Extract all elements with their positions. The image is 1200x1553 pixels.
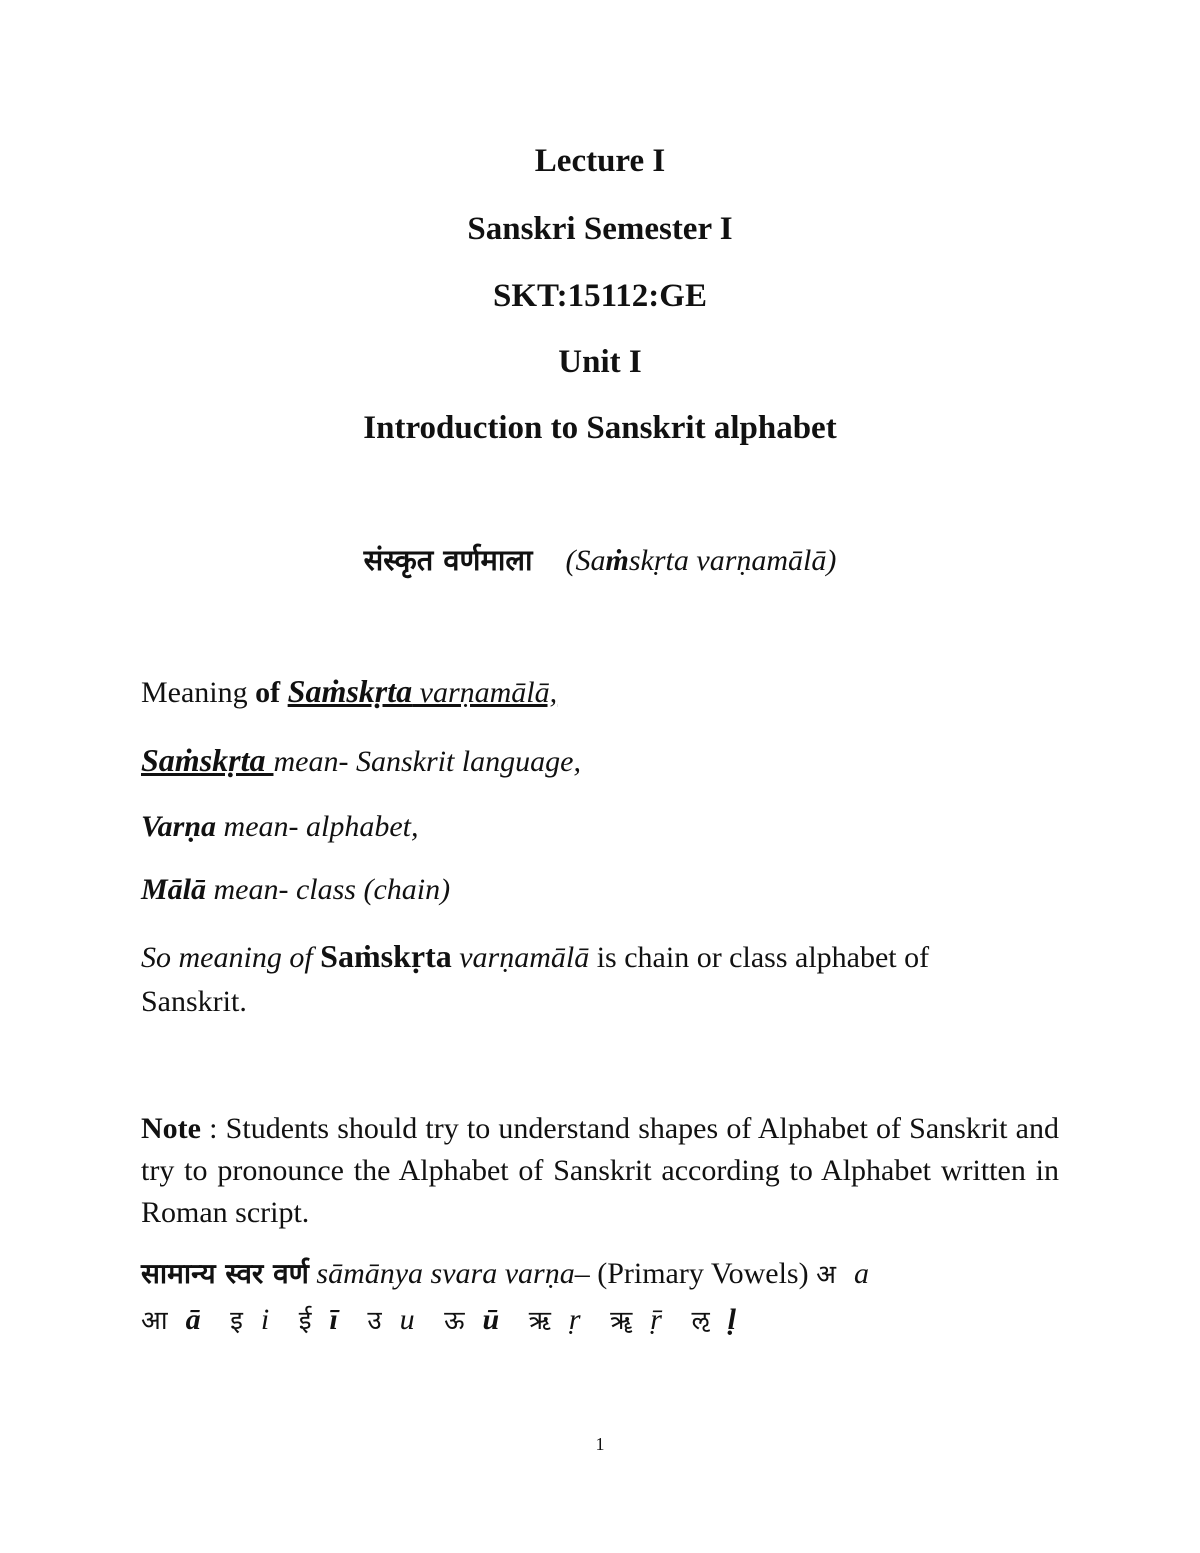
- vowels-roman-heading: sāmānya svara varṇa–: [308, 1257, 590, 1290]
- vowel-roman: a: [853, 1257, 869, 1290]
- vowel-devanagari: ऌ: [691, 1306, 710, 1336]
- vowel-devanagari: आ: [141, 1306, 168, 1336]
- meaning-prefix: Meaning: [141, 676, 256, 709]
- page-number: 1: [595, 1434, 605, 1454]
- meaning-of: of: [255, 676, 288, 709]
- title-devanagari: संस्कृत वर्णमाला: [363, 543, 533, 577]
- definition-text: mean- Sanskrit language,: [273, 745, 581, 778]
- summary-term: Saṁskṛta: [320, 938, 452, 974]
- vowels-devanagari-heading: सामान्य स्वर वर्ण: [141, 1257, 309, 1290]
- vowel-roman: ṝ: [650, 1303, 662, 1336]
- definition-term: Mālā: [141, 873, 207, 906]
- title-line: [0, 540, 1200, 581]
- definition-term: Saṁskṛta: [141, 742, 274, 778]
- summary-line-2: Sanskrit.: [141, 985, 247, 1018]
- course-code-heading: SKT:15112:GE: [493, 278, 707, 314]
- summary-line: [141, 936, 929, 978]
- unit-heading: Unit I: [558, 344, 642, 380]
- definition-term: Varṇa: [141, 810, 217, 843]
- vowel-devanagari: उ: [367, 1306, 382, 1336]
- vowel-roman: ū: [482, 1303, 500, 1336]
- summary-lead: So meaning of: [141, 941, 321, 974]
- vowel-devanagari: ऊ: [444, 1306, 465, 1336]
- meaning-line: [141, 671, 557, 713]
- vowels-label: (Primary Vowels): [589, 1257, 817, 1290]
- note-text: : Students should try to understand shapes of Alphabet of Sanskrit and try to pronounce the Alphabet of Sanskrit according to Alphabet written in Roman script.: [141, 1112, 1059, 1229]
- vowel-roman: ī: [329, 1303, 338, 1336]
- vowel-devanagari: ऋ: [528, 1306, 551, 1336]
- definition-mala: [141, 870, 450, 910]
- summary-tail: is chain or class alphabet of: [589, 941, 930, 974]
- meaning-term2: varṇamālā,: [412, 676, 558, 709]
- vowel-roman: ḷ: [727, 1303, 736, 1336]
- note-label: Note: [141, 1112, 201, 1145]
- vowel-devanagari: ॠ: [610, 1306, 633, 1336]
- semester-heading: Sanskri Semester I: [467, 211, 733, 247]
- lecture-heading: Lecture I: [534, 143, 666, 179]
- vowel-devanagari: इ: [230, 1306, 243, 1336]
- definition-text: mean- class (chain): [206, 873, 451, 906]
- definition-sanskrit: [141, 740, 581, 782]
- topic-heading: Introduction to Sanskrit alphabet: [363, 410, 837, 446]
- definition-text: mean- alphabet,: [216, 810, 419, 843]
- title-roman-rest: skṛta: [628, 544, 689, 577]
- vowels-row: [141, 1300, 736, 1341]
- vowel-roman: ā: [185, 1303, 201, 1336]
- vowel-devanagari: अ: [816, 1260, 836, 1290]
- meaning-term: Saṁskṛta: [287, 673, 413, 709]
- title-roman-open: (Sa: [565, 544, 606, 577]
- vowel-roman: u: [399, 1303, 415, 1336]
- definition-varna: [141, 807, 419, 847]
- title-roman-varnamala: varṇamālā): [688, 544, 837, 577]
- vowel-devanagari: ई: [298, 1306, 312, 1336]
- vowel-roman: i: [260, 1303, 270, 1336]
- note-paragraph: [141, 1108, 1059, 1234]
- vowels-heading-line: [141, 1254, 869, 1295]
- title-roman-m: ṁ: [605, 544, 629, 577]
- summary-term2: varṇamālā: [451, 941, 590, 974]
- vowel-roman: ṛ: [568, 1303, 581, 1336]
